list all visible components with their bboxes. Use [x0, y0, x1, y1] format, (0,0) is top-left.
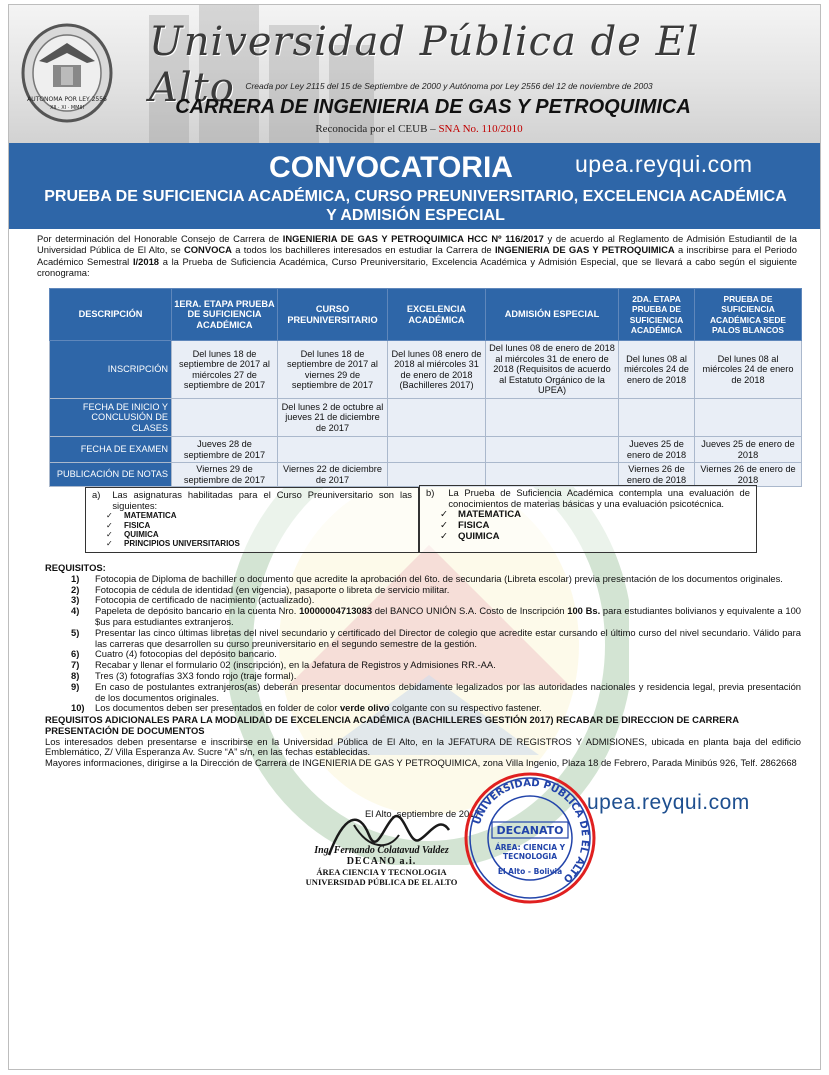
list-item: 4) Papeleta de depósito bancario en la cuenta Nro. 10000004713083 del BANCO UNIÓN S.A. Costo de Inscripción 100 Bs. para estudiantes bolivianos y equivalente a 100 $us para estudiantes extranjeros. — [71, 605, 802, 627]
table-cell: Del lunes 08 de enero de 2018 al miércoles 31 de enero de 2018 (Requisitos de acuerdo al Estatuto Orgánico de la UPEA) — [486, 341, 619, 399]
sna-number: SNA No. 110/2010 — [438, 123, 523, 135]
check-icon: ✓ — [440, 509, 449, 521]
place-date: El Alto, septiembre de 2017 — [365, 808, 480, 819]
presentation-text: Los interesados deben presentarse e inscribirse en la Universidad Pública de El Alto, en la JEFATURA DE REGISTROS Y ADMISIONES, ubicada en planta baja del edificio Emblemático, Z/ Villa Esperanza Av. Sucre “A” s/n, en las fechas establecidas. — [45, 735, 801, 758]
university-logo-icon — [19, 21, 115, 125]
svg-text:AUTONOMA POR LEY 2556: AUTONOMA POR LEY 2556 — [27, 96, 107, 103]
list-item: 9) En caso de postulantes extranjeros(as) deberán presentar documentos debidamente legalizados por las autoridades nacionales y residencia legal, previa presentación de los documentos originales. — [71, 680, 801, 703]
list-item: ✓ FISICA — [440, 520, 490, 532]
check-icon: ✓ — [106, 511, 113, 521]
intro-paragraph: Por determinación del Honorable Consejo de Carrera de INGENIERIA DE GAS Y PETROQUIMICA HCC Nº 116/2017 y de acuerdo al Reglamento de Admisión Estudiantil de la Universidad Pública de El Alto, se CONVOCA a todos los bachilleres interesados en estudiar la Carrera de INGENIERIA DE GAS Y PETROQUIMICA a inscribirse para el Periodo Académico Semestral I/2018 a la Prueba de Suficiencia Académica, Curso Preuniversitario, Excelencia Académica y Admisión Especial, que se llevará a cabo según el siguiente cronograma: — [37, 233, 797, 279]
presentation-title: PRESENTACIÓN DE DOCUMENTOS — [45, 724, 205, 736]
list-item: 5) Presentar las cinco últimas libretas del nivel secundario y certificado del Director de colegio que acredite estar cursando el último curso del nivel secundario. Válido para las carreras que desarrollen su curso preuniversitario en el segundo semestre de la gestión. — [71, 626, 801, 649]
row-label: FECHA DE INICIO Y CONCLUSIÓN DE CLASES — [50, 399, 172, 437]
additional-info — [45, 715, 801, 769]
contact-text: Mayores informaciones, dirigirse a la Dirección de Carrera de INGENIERIA DE GAS Y PETROQUIMICA, zona Villa Ingenio, Plaza 18 de Febrero, Parada Minibús 926, Telf. 2862668 — [45, 757, 797, 769]
list-item: 3) Fotocopia de certificado de nacimiento (actualizado). — [71, 594, 315, 606]
table-cell: Del lunes 18 de septiembre de 2017 al miércoles 27 de septiembre de 2017 — [172, 341, 278, 399]
svg-text:XII · XI · MMIII: XII · XI · MMIII — [50, 105, 84, 111]
table-cell: Del lunes 08 al miércoles 24 de enero de 2018 — [619, 341, 695, 399]
schedule-header-row — [50, 289, 802, 341]
signer-area: ÁREA CIENCIA Y TECNOLOGIA — [316, 867, 447, 877]
convocatoria-subtitle: PRUEBA DE SUFICIENCIA ACADÉMICA, CURSO PREUNIVERSITARIO, EXCELENCIA ACADÉMICA Y ADMISIÓN ESPECIAL — [44, 188, 787, 224]
list-item: ✓ MATEMATICA — [440, 509, 522, 521]
subjects-box-b: b) La Prueba de Suficiencia Académica contempla una evaluación de conocimientos de materias básicas y una evaluación psicotécnica. ✓ MATEMATICA ✓ FISICA ✓ QUIMICA — [419, 485, 757, 553]
header-cell: PRUEBA DE SUFICIENCIA ACADÉMICA SEDE PALOS BLANCOS — [695, 289, 802, 341]
table-cell: Del lunes 08 al miércoles 24 de enero de 2018 — [695, 341, 802, 399]
list-item: 8) Tres (3) fotografías 3X3 fondo rojo (traje formal). — [71, 669, 297, 681]
creation-law: Creada por Ley 2115 del 15 de Septiembre de 2000 y Autónoma por Ley 2556 del 12 de noviembre de 2003 — [245, 81, 653, 91]
table-cell: Del lunes 18 de septiembre de 2017 al viernes 29 de septiembre de 2017 — [278, 341, 388, 399]
table-cell — [695, 399, 802, 437]
signer-university: UNIVERSIDAD PÚBLICA DE EL ALTO — [305, 877, 458, 887]
signer-block — [299, 845, 464, 887]
table-cell: Jueves 25 de enero de 2018 — [619, 437, 695, 463]
table-cell — [486, 399, 619, 437]
table-cell — [486, 437, 619, 463]
requirements-section — [45, 563, 801, 714]
university-name: Universidad Pública de El Alto — [149, 19, 700, 111]
schedule-table — [49, 288, 802, 487]
table-row — [50, 437, 802, 463]
box-a-text: Las asignaturas habilitadas para el Curso Preuniversitario son las siguientes: — [112, 489, 412, 511]
row-label: INSCRIPCIÓN — [50, 341, 172, 399]
table-cell: Del lunes 2 de octubre al jueves 21 de diciembre de 2017 — [278, 399, 388, 437]
row-label: FECHA DE EXAMEN — [50, 437, 172, 463]
svg-text:TECNOLOGIA: TECNOLOGIA — [502, 852, 558, 861]
ceub-recognition: Reconocida por el CEUB – SNA No. 110/2010 — [315, 123, 523, 135]
list-item: 7) Recabar y llenar el formulario 02 (inscripción), en la Jefatura de Registros y Admisiones RR.-AA. — [71, 659, 496, 671]
list-item: ✓ MATEMATICA — [106, 511, 177, 521]
list-item: ✓ QUIMICA — [440, 531, 500, 543]
table-cell: Viernes 26 de enero de 2018 — [695, 463, 802, 487]
header-cell: 1ERA. ETAPA PRUEBA DE SUFICIENCIA ACADÉMICA — [172, 289, 278, 341]
deanery-stamp-icon — [462, 770, 598, 906]
svg-text:El Alto - Bolivia: El Alto - Bolivia — [497, 867, 563, 876]
table-row — [50, 341, 802, 399]
row-label: PUBLICACIÓN DE NOTAS — [50, 463, 172, 487]
list-item: ✓ FISICA — [106, 520, 151, 530]
table-cell: Jueves 28 de septiembre de 2017 — [172, 437, 278, 463]
box-b-list — [426, 509, 750, 542]
table-cell: Viernes 22 de diciembre de 2017 — [278, 463, 388, 487]
table-cell: Viernes 26 de enero de 2018 — [619, 463, 695, 487]
table-cell: Del lunes 08 enero de 2018 al miércoles 31 de enero de 2018 (Bachilleres 2017) — [388, 341, 486, 399]
subjects-box-a: a) Las asignaturas habilitadas para el Curso Preuniversitario son las siguientes: ✓ MATEMATICA ✓ FISICA ✓ QUIMICA ✓ PRINCIPIOS UNIVERSITARIOS — [85, 487, 419, 553]
table-cell — [619, 399, 695, 437]
box-a-list — [92, 511, 412, 549]
table-row — [50, 463, 802, 487]
box-b-text: La Prueba de Suficiencia Académica contempla una evaluación de conocimientos de materias básicas y una evaluación psicotécnica. — [448, 487, 750, 509]
list-item: ✓ PRINCIPIOS UNIVERSITARIOS — [106, 539, 240, 549]
table-cell — [388, 463, 486, 487]
table-cell — [486, 463, 619, 487]
header — [9, 5, 821, 143]
signer-role: DECANO a.i. — [346, 856, 417, 867]
header-cell: EXCELENCIA ACADÉMICA — [388, 289, 486, 341]
career-name: CARRERA DE INGENIERIA DE GAS Y PETROQUIMICA — [175, 96, 691, 118]
header-cell: ADMISIÓN ESPECIAL — [486, 289, 619, 341]
convocatoria-title: CONVOCATORIA — [269, 151, 513, 184]
table-row — [50, 399, 802, 437]
title-banner — [9, 143, 821, 229]
list-item: 2) Fotocopia de cédula de identidad (en vigencia), pasaporte o libreta de servicio militar. — [71, 583, 450, 595]
table-cell: Jueves 25 de enero de 2018 — [695, 437, 802, 463]
check-icon: ✓ — [106, 539, 113, 549]
svg-text:ÁREA: CIENCIA Y: ÁREA: CIENCIA Y — [494, 843, 566, 852]
additional-requirements: REQUISITOS ADICIONALES PARA LA MODALIDAD DE EXCELENCIA ACADÉMICA (BACHILLERES GESTIÓN 2017) RECABAR DE DIRECCION DE CARRERA — [45, 714, 739, 725]
svg-text:DECANATO: DECANATO — [496, 824, 564, 837]
site-watermark-top: upea.reyqui.com — [575, 151, 753, 177]
check-icon: ✓ — [440, 531, 449, 543]
table-cell — [388, 399, 486, 437]
list-item: 6) Cuatro (4) fotocopias del depósito bancario. — [71, 648, 277, 660]
table-cell: Viernes 29 de septiembre de 2017 — [172, 463, 278, 487]
check-icon: ✓ — [106, 520, 113, 530]
list-item: 10) Los documentos deben ser presentados en folder de color verde olivo colgante con su respectivo fastener. — [71, 702, 542, 714]
table-cell — [388, 437, 486, 463]
signer-name: Ing. Fernando Colatavud Valdez — [314, 845, 449, 856]
site-watermark-bottom: upea.reyqui.com — [587, 791, 750, 814]
header-cell: DESCRIPCIÓN — [50, 289, 172, 341]
table-cell — [278, 437, 388, 463]
svg-text:UNIVERSIDAD PÚBLICA DE EL ALTO: UNIVERSIDAD PÚBLICA DE EL ALTO — [471, 777, 591, 885]
list-item: ✓ QUIMICA — [106, 530, 159, 539]
list-item: 1) Fotocopia de Diploma de bachiller o documento que acredite la aprobación del 6to. de secundaria (Libreta escolar) previa presentación de los documentos originales. — [71, 572, 783, 584]
check-icon: ✓ — [440, 520, 449, 532]
document-page — [8, 4, 821, 1070]
header-cell: 2DA. ETAPA PRUEBA DE SUFICIENCIA ACADÉMICA — [619, 289, 695, 341]
header-cell: CURSO PREUNIVERSITARIO — [278, 289, 388, 341]
table-cell — [172, 399, 278, 437]
requirements-title: REQUISITOS: — [45, 562, 106, 573]
check-icon: ✓ — [106, 530, 113, 539]
